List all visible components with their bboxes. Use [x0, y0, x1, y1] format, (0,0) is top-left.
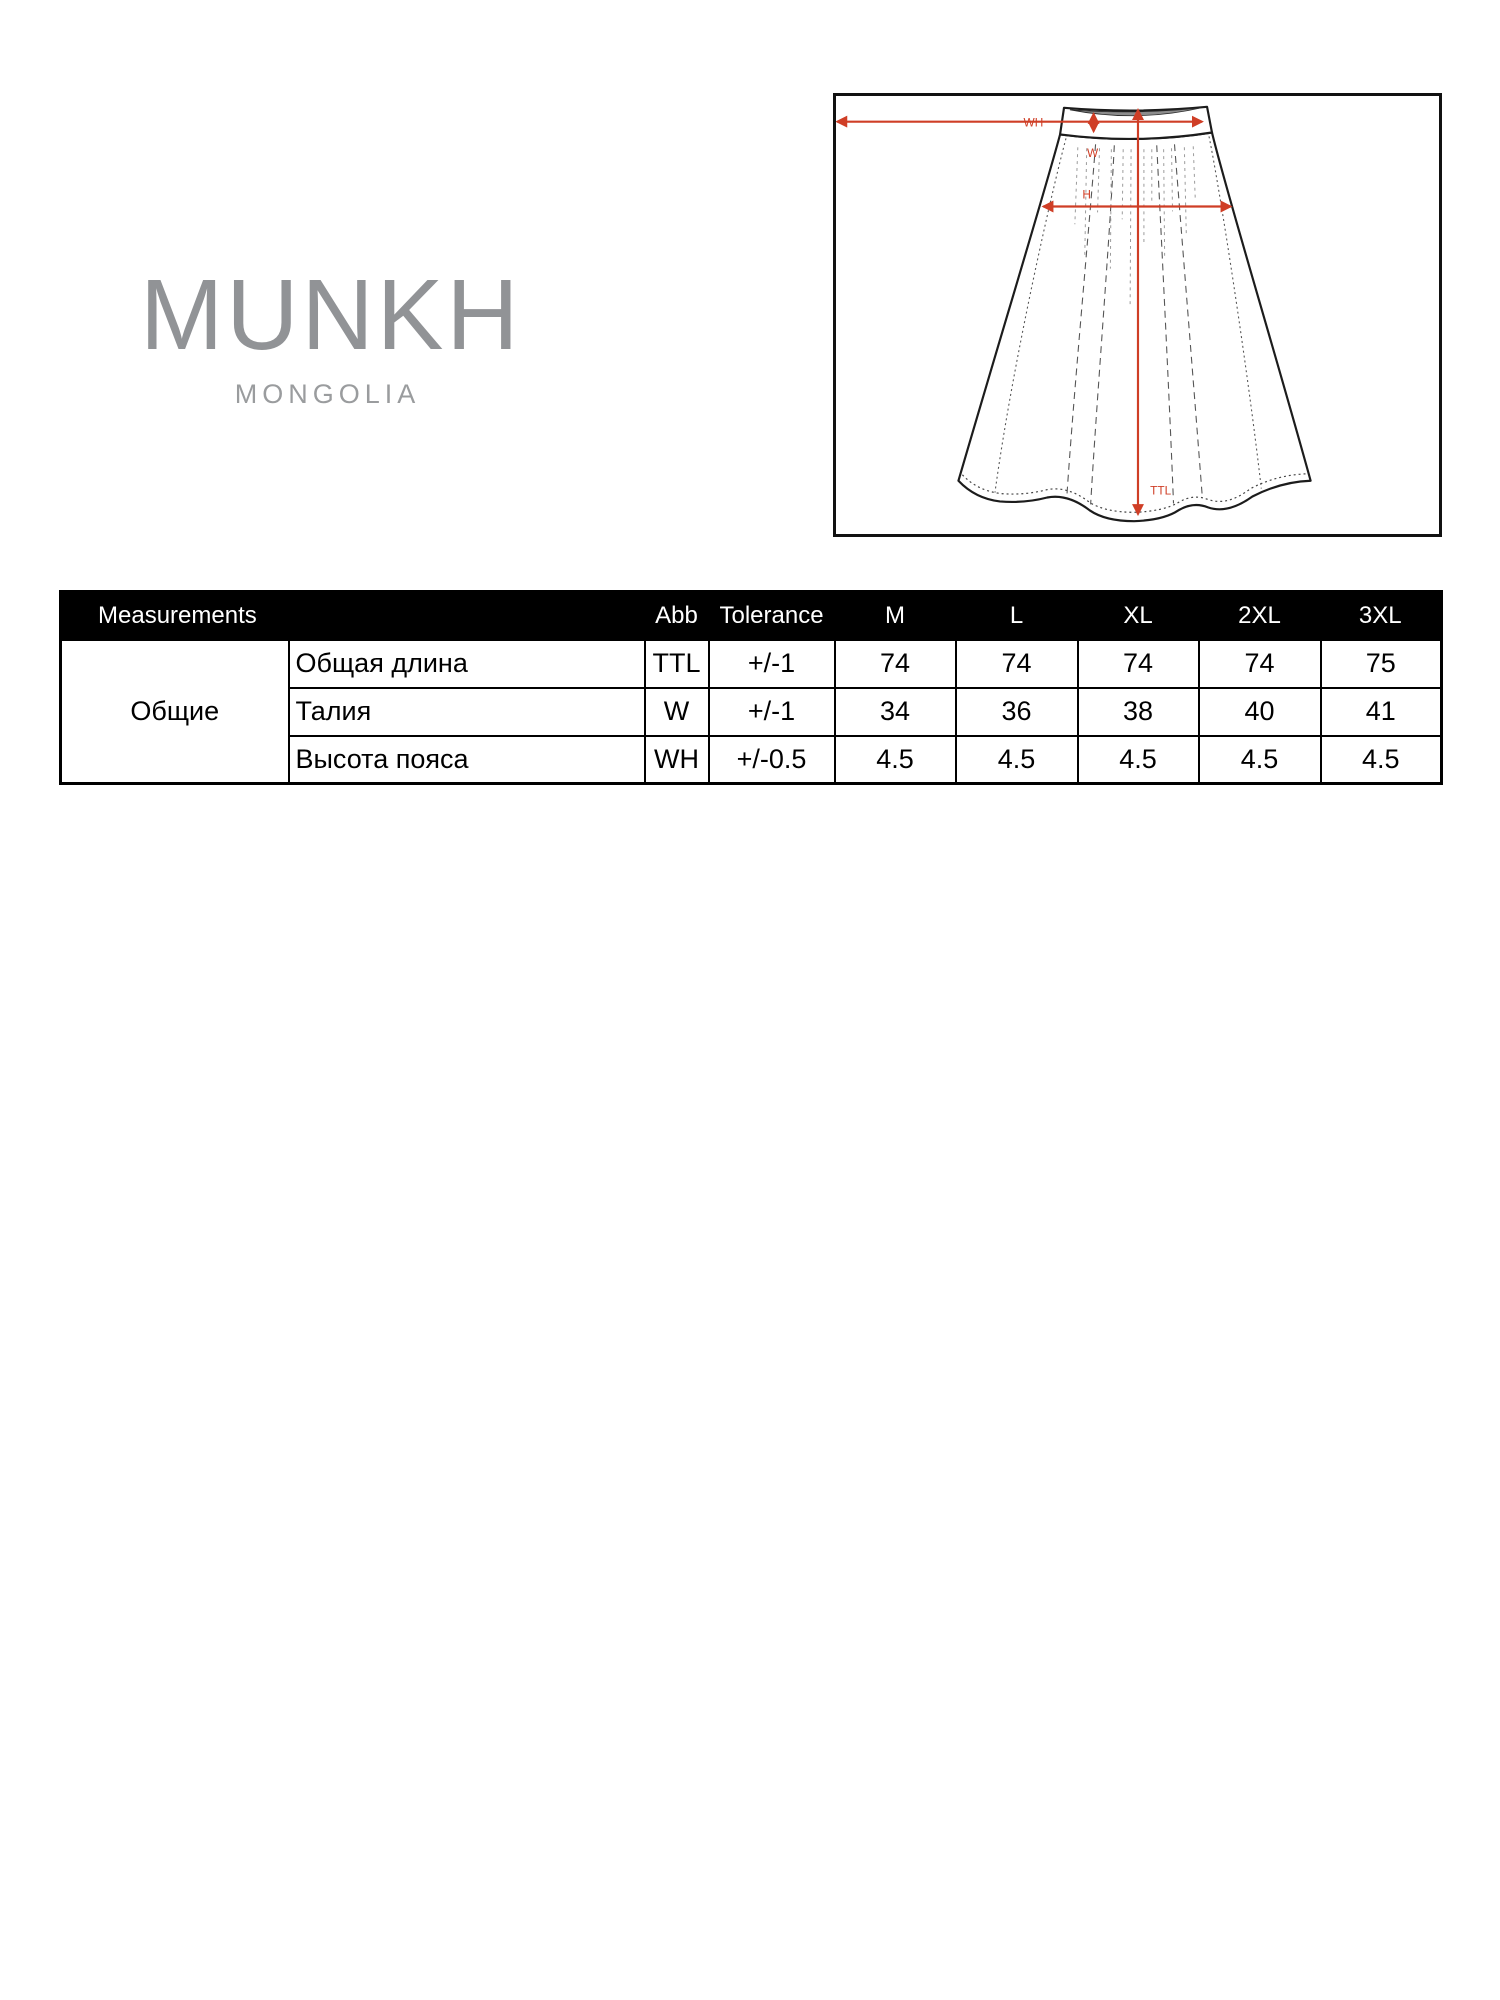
label-h: H: [1082, 187, 1091, 202]
cell-name-1: Талия: [289, 688, 645, 736]
brand-name: MUNKH: [140, 259, 522, 371]
cell-2-2xl: 4.5: [1199, 736, 1321, 784]
brand-logo: [140, 259, 522, 410]
cell-1-2xl: 40: [1199, 688, 1321, 736]
cell-1-l: 36: [956, 688, 1078, 736]
col-header-size-2xl: 2XL: [1199, 592, 1321, 640]
garment-sketch-box: [833, 93, 1442, 537]
col-header-size-l: L: [956, 592, 1078, 640]
cell-2-l: 4.5: [956, 736, 1078, 784]
group-cell: Общие: [61, 640, 289, 784]
cell-0-2xl: 74: [1199, 640, 1321, 688]
label-wh: WH: [1023, 115, 1044, 130]
cell-name-0: Общая длина: [289, 640, 645, 688]
header-row: [61, 592, 1442, 640]
cell-1-3xl: 41: [1321, 688, 1442, 736]
col-header-measurements: Measurements: [61, 592, 645, 640]
measurements-table-wrap: [59, 590, 1440, 785]
label-w: W: [1087, 146, 1099, 161]
cell-tol-0: +/-1: [709, 640, 835, 688]
label-ttl: TTL: [1150, 483, 1172, 498]
skirt-outline: [958, 133, 1310, 522]
cell-abb-2: WH: [645, 736, 709, 784]
col-header-abb: Abb: [645, 592, 709, 640]
cell-2-xl: 4.5: [1078, 736, 1199, 784]
cell-2-m: 4.5: [835, 736, 956, 784]
col-header-size-xl: XL: [1078, 592, 1199, 640]
cell-abb-1: W: [645, 688, 709, 736]
cell-2-3xl: 4.5: [1321, 736, 1442, 784]
cell-name-2: Высота пояса: [289, 736, 645, 784]
cell-abb-0: TTL: [645, 640, 709, 688]
brand-subtitle: MONGOLIA: [234, 379, 421, 409]
skirt-sketch: [836, 96, 1439, 534]
cell-0-m: 74: [835, 640, 956, 688]
col-header-tolerance: Tolerance: [709, 592, 835, 640]
cell-0-l: 74: [956, 640, 1078, 688]
cell-0-xl: 74: [1078, 640, 1199, 688]
col-header-size-3xl: 3XL: [1321, 592, 1442, 640]
cell-0-3xl: 75: [1321, 640, 1442, 688]
table-row: [61, 640, 1442, 688]
cell-1-m: 34: [835, 688, 956, 736]
cell-tol-1: +/-1: [709, 688, 835, 736]
col-header-size-m: M: [835, 592, 956, 640]
cell-tol-2: +/-0.5: [709, 736, 835, 784]
measurements-table: [59, 590, 1443, 785]
cell-1-xl: 38: [1078, 688, 1199, 736]
